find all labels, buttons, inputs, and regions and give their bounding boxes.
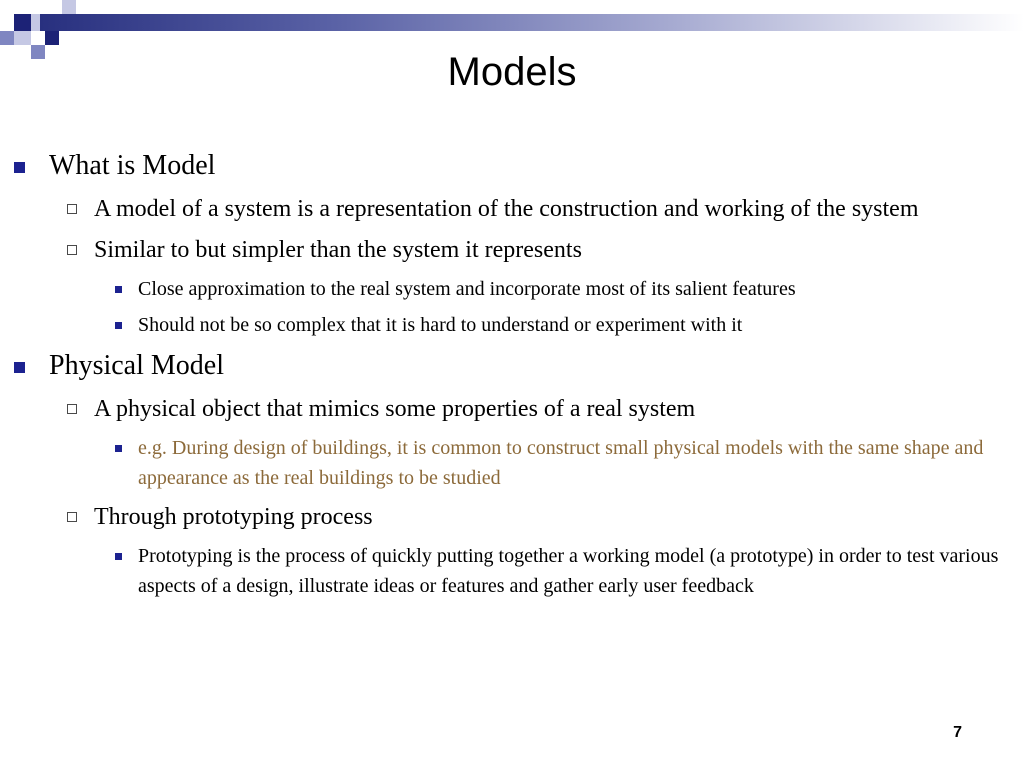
sub-bullet-text: A physical object that mimics some properties of a real system xyxy=(94,396,696,422)
hollow-square-bullet-icon xyxy=(67,245,77,255)
square-bullet-icon xyxy=(14,362,25,373)
header-gradient-bar xyxy=(40,14,1024,31)
detail-bullet-text: Prototyping is the process of quickly putting together a working model (a prototype) in order to test various aspects of a design, illustrate ideas or features and gather early user feedback xyxy=(138,545,999,597)
detail-bullet-text: e.g. During design of buildings, it is common to construct small physical models with the same shape and appearance as the real buildings to be studied xyxy=(138,437,984,489)
page-number: 7 xyxy=(953,724,962,741)
bullet-heading-text: What is Model xyxy=(49,150,216,181)
hollow-square-bullet-icon xyxy=(67,404,77,414)
small-square-bullet-icon xyxy=(115,553,122,560)
header-square-decoration xyxy=(0,31,14,45)
sub-bullet xyxy=(94,392,994,426)
slide-title: Models xyxy=(447,50,577,94)
header-square-decoration xyxy=(14,31,31,45)
bullet-heading-text: Physical Model xyxy=(49,350,224,381)
sub-bullet-text: Similar to but simpler than the system it represents xyxy=(94,237,582,263)
sub-bullet xyxy=(94,192,994,226)
square-bullet-icon xyxy=(14,162,25,173)
small-square-bullet-icon xyxy=(115,445,122,452)
sub-bullet-text: Through prototyping process xyxy=(94,504,373,530)
bullet-heading xyxy=(49,350,1024,382)
detail-bullet xyxy=(138,274,1012,304)
hollow-square-bullet-icon xyxy=(67,512,77,522)
small-square-bullet-icon xyxy=(115,286,122,293)
detail-bullet-text: Should not be so complex that it is hard to understand or experiment with it xyxy=(138,314,743,336)
detail-bullet xyxy=(138,310,1012,340)
sub-bullet xyxy=(94,233,994,267)
bullet-heading xyxy=(49,150,1024,182)
detail-bullet-highlighted xyxy=(138,433,1012,493)
header-square-decoration xyxy=(45,31,59,45)
header-square-decoration xyxy=(62,0,76,14)
sub-bullet-text: A model of a system is a representation of the construction and working of the system xyxy=(94,196,919,222)
header-square-decoration xyxy=(14,14,31,31)
detail-bullet xyxy=(138,541,1012,601)
small-square-bullet-icon xyxy=(115,322,122,329)
header-square-decoration xyxy=(31,14,40,31)
detail-bullet-text: Close approximation to the real system and incorporate most of its salient features xyxy=(138,278,796,300)
hollow-square-bullet-icon xyxy=(67,204,77,214)
slide-content xyxy=(0,150,1024,601)
sub-bullet xyxy=(94,500,994,534)
